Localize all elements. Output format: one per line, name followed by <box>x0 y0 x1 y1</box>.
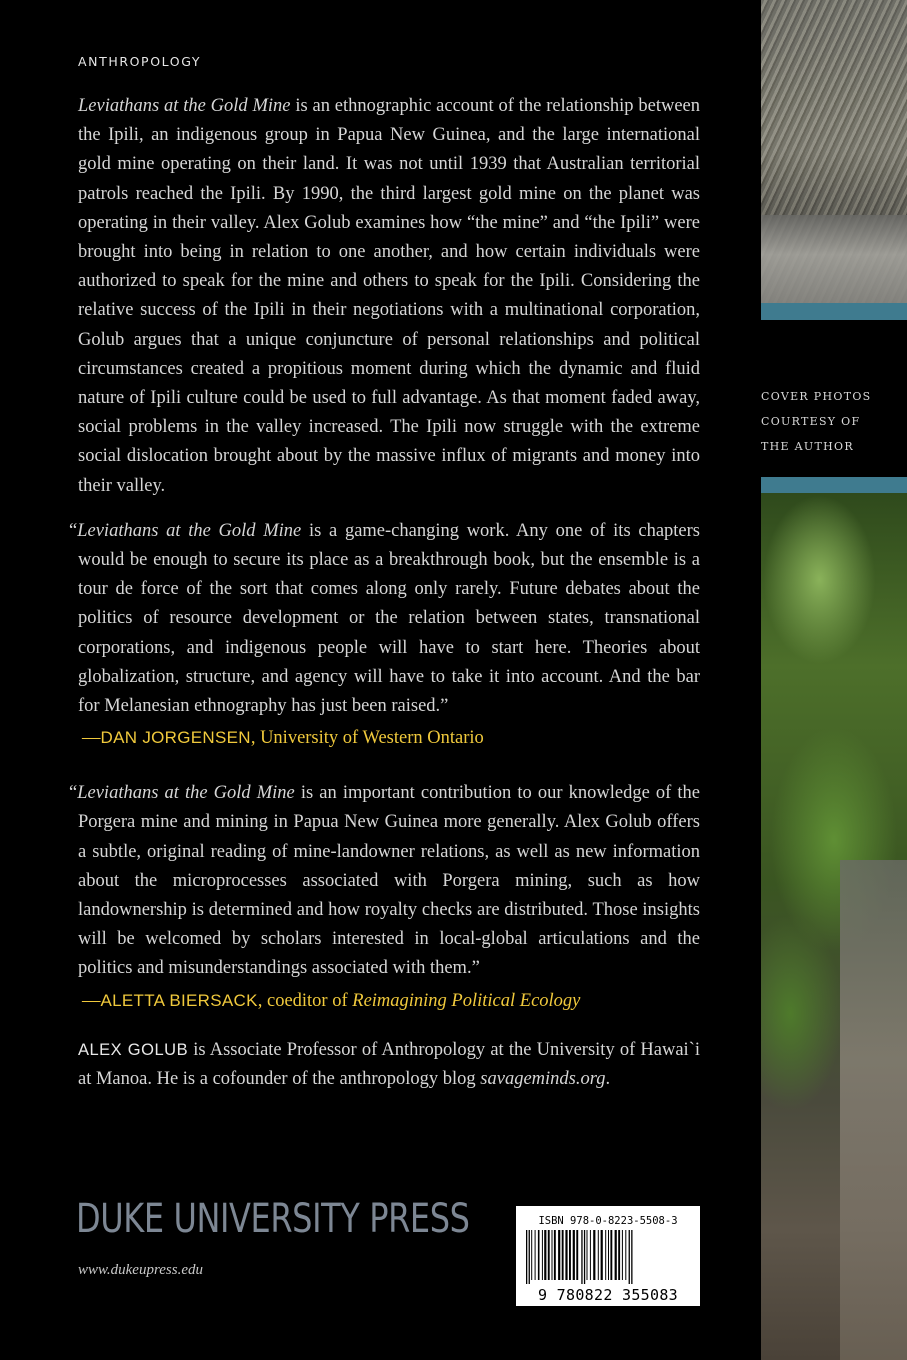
endorser-affiliation-title: Reimagining Political Ecology <box>352 990 581 1011</box>
barcode-bar <box>535 1230 536 1280</box>
endorsement-1 <box>69 517 700 753</box>
endorsement-2-body: is an important contribution to our knowledge of the Porgera mine and mining in Papua New Guinea more generally. Alex Golub offers a subtle, original reading of mine-landowner relations, as well as new information about the microprocesses associated with Porgera mining, such as how landownership is determined and how royalty checks are distributed. Those insights will be welcomed by scholars interested in local-global articulations and the politics and misunderstandings associated with them.” <box>78 783 700 979</box>
barcode-bar <box>565 1230 567 1280</box>
barcode-bar <box>548 1230 550 1280</box>
description-paragraph <box>78 92 700 501</box>
barcode-bar <box>538 1230 540 1280</box>
endorsement-1-text <box>69 517 700 721</box>
publisher-name: DUKE UNIVERSITY PRESS <box>76 1196 470 1242</box>
barcode-bar <box>598 1230 599 1280</box>
barcode-bar <box>526 1230 527 1284</box>
barcode-bar <box>576 1230 578 1280</box>
endorsement-2-attribution <box>78 986 700 1016</box>
book-title: Leviathans at the Gold Mine <box>77 520 302 541</box>
barcode-bar <box>529 1230 530 1284</box>
author-name: ALEX GOLUB <box>78 1040 189 1059</box>
em-dash: — <box>82 728 101 749</box>
barcode-bar <box>562 1230 564 1280</box>
endorser-name: ALETTA BIERSACK <box>100 990 258 1010</box>
cover-photo-water <box>761 215 907 303</box>
publisher-url: www.dukeupress.edu <box>78 1262 203 1278</box>
barcode-bars <box>524 1230 692 1284</box>
author-bio <box>78 1036 700 1094</box>
em-dash: — <box>82 990 101 1011</box>
barcode-bar <box>531 1230 532 1280</box>
barcode-bar <box>590 1230 591 1280</box>
barcode-bar <box>581 1230 582 1284</box>
barcode-bar <box>593 1230 595 1280</box>
book-title: Leviathans at the Gold Mine <box>77 783 295 804</box>
barcode-bar <box>573 1230 575 1280</box>
photo-credit-line: THE AUTHOR <box>761 440 854 453</box>
barcode-bar <box>569 1230 571 1280</box>
barcode-bar <box>587 1230 588 1280</box>
author-bio-text: is Associate Professor of Anthropology at the University of Hawai`i at Manoa. He is a cofounder of the anthropology blog <box>78 1039 700 1089</box>
barcode-bar <box>629 1230 630 1284</box>
barcode-bar <box>615 1230 617 1280</box>
barcode-digits: 9 780822 355083 <box>538 1286 678 1304</box>
barcode-bar <box>625 1230 626 1280</box>
photo-credit-line: COURTESY OF <box>761 415 861 428</box>
cover-photo-rock <box>840 860 907 1360</box>
barcode-bar <box>601 1230 603 1280</box>
barcode-bar <box>622 1230 623 1280</box>
book-title: Leviathans at the Gold Mine <box>78 96 291 116</box>
barcode-bar <box>605 1230 606 1280</box>
barcode-bar <box>552 1230 553 1280</box>
barcode-bar <box>610 1230 612 1280</box>
open-quote: “ <box>69 783 78 804</box>
endorser-name: DAN JORGENSEN <box>100 728 251 748</box>
accent-strip-bottom <box>761 477 907 493</box>
endorsement-1-body: is a game-changing work. Any one of its chapters would be enough to secure its place as a breakthrough book, but the ensemble is a tour de force of the sort that comes along only rarely. Future debates about the politics of resource development or the relation between states, transnational corporations, and indigenous people will have to start here. Theories about globalization, structure, and agency will have to take it into account. And the bar for Melanesian ethnography has just been raised.” <box>78 520 700 717</box>
barcode-bar <box>618 1230 620 1280</box>
category-label: ANTHROPOLOGY <box>78 54 202 69</box>
barcode-bar <box>542 1230 543 1280</box>
endorsement-1-attribution <box>78 723 700 753</box>
open-quote: “ <box>69 520 78 541</box>
endorsement-2-text <box>69 779 700 983</box>
barcode-bar <box>558 1230 560 1280</box>
bio-end: . <box>605 1068 611 1089</box>
photo-credit-line: COVER PHOTOS <box>761 390 872 403</box>
endorser-affiliation-prefix: , coeditor of <box>257 990 353 1011</box>
barcode-bar <box>544 1230 546 1280</box>
author-blog: savageminds.org <box>480 1068 606 1089</box>
isbn-label: ISBN 978-0-8223-5508-3 <box>538 1215 678 1227</box>
isbn-barcode <box>516 1206 700 1306</box>
barcode-bar <box>554 1230 556 1280</box>
photo-credits <box>761 384 907 459</box>
endorsement-2 <box>69 779 700 1015</box>
endorser-affiliation: , University of Western Ontario <box>250 728 484 749</box>
barcode-bar <box>584 1230 585 1284</box>
accent-strip-top <box>761 303 907 320</box>
description-text: is an ethnographic account of the relationship between the Ipili, an indigenous group in Papua New Guinea, and the large international gold mine operating on their land. It was not until 1939 that Australian territorial patrols reached the Ipili. By 1990, the third largest gold mine on the planet was operating in their valley. Alex Golub examines how “the mine” and “the Ipili” were brought into being in relation to one another, and how certain individuals were authorized to speak for the mine and others to speak for the Ipili. Considering the relative success of the Ipili in their negotiations with a multinational corporation, Golub argues that a unique conjuncture of personal relationships and political circumstances created a propitious moment during which the dynamic and fluid nature of Ipili culture could be used to full advantage. As that moment faded away, social problems in the valley increased. The Ipili now struggle with the extreme social dislocation brought about by the massive influx of migrants and money into their valley. <box>78 96 700 496</box>
back-cover-text <box>69 92 700 1094</box>
barcode-bar <box>608 1230 609 1280</box>
barcode-bar <box>631 1230 632 1284</box>
